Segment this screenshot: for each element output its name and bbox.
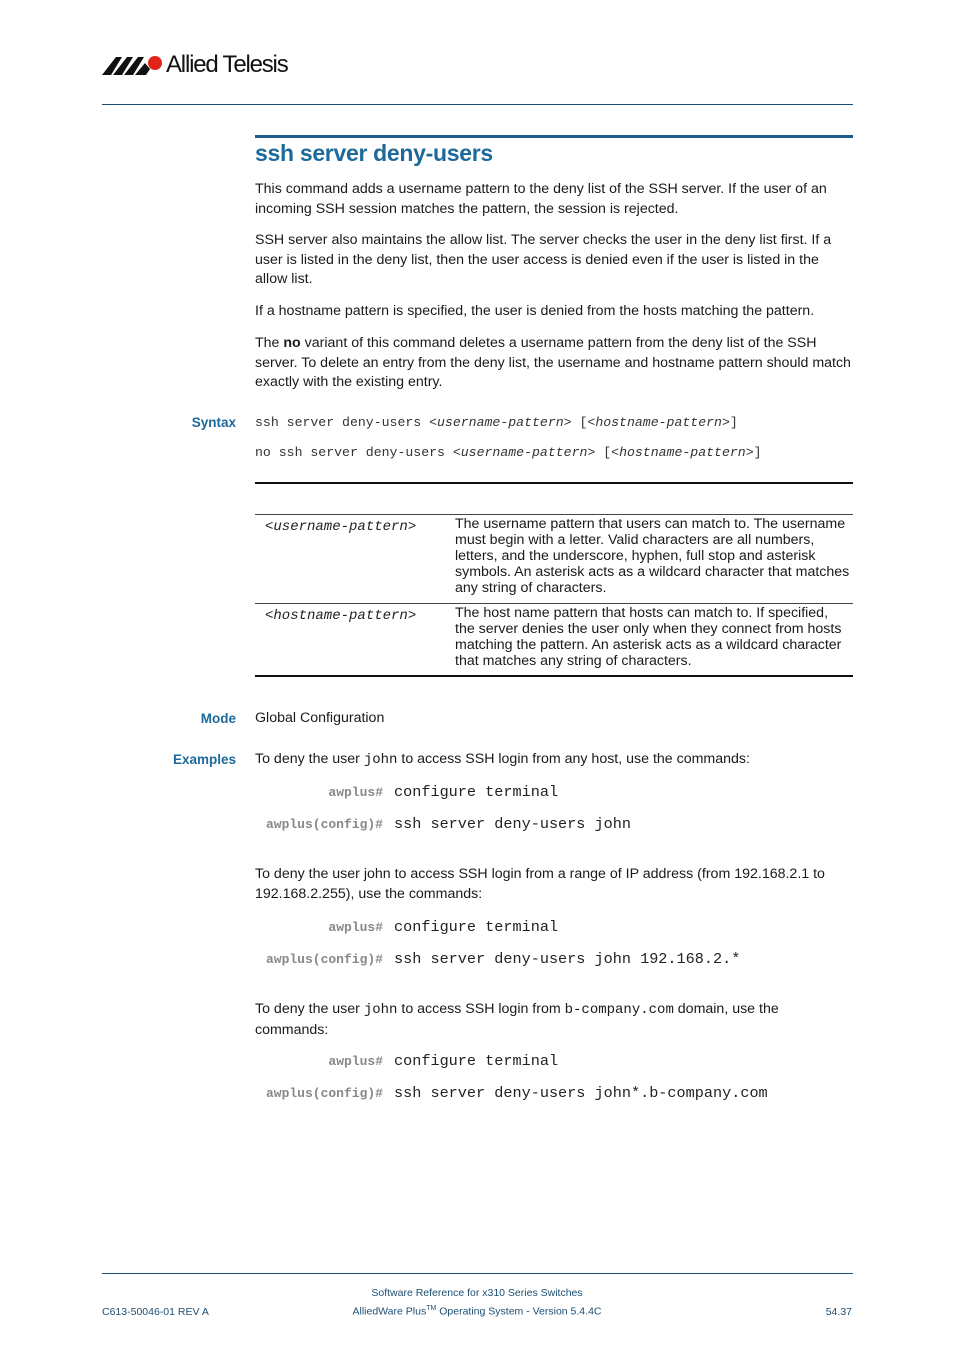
footer-product: AlliedWare Plus <box>352 1305 427 1318</box>
syntax-command: ssh server deny-users <box>255 415 430 430</box>
cli-prompt: awplus(config)# <box>265 817 383 832</box>
logo-text: Allied Telesis <box>166 51 288 78</box>
trademark: TM <box>426 1305 437 1312</box>
no-variant-text: variant of this command deletes a username pattern from the deny list of the SSH server. To delete an entry from the deny list, the username and hostname pattern should match exactly with the existing entry. <box>255 335 851 390</box>
syntax-command: no ssh server deny-users <box>255 445 453 460</box>
page-number: 54.37 <box>825 1306 852 1318</box>
example-text: domain, use the commands: <box>255 1001 779 1038</box>
cli-command: ssh server deny-users john*.b-company.com <box>394 1084 768 1102</box>
mode-value: Global Configuration <box>255 710 385 726</box>
example-2-line-1 <box>255 918 558 936</box>
example-1-line-2 <box>255 815 631 833</box>
footer-version: Operating System - Version 5.4.4C <box>436 1305 602 1318</box>
cli-command: ssh server deny-users john 192.168.2.* <box>394 950 741 968</box>
header-rule <box>102 104 853 105</box>
intro-paragraph-3: If a hostname pattern is specified, the user is denied from the hosts matching the pattern. <box>255 303 815 319</box>
param-desc-hostname: The host name pattern that hosts can match to. If specified, the server denies the user only when they connect from hosts matching the pattern. An asterisk acts as a wildcard character that matches any string of characters. <box>455 605 842 669</box>
cli-prompt: awplus# <box>328 785 383 800</box>
cli-command: configure terminal <box>394 783 559 801</box>
table-row-rule <box>255 603 853 604</box>
syntax-arg-hostname: hostname-pattern <box>619 445 746 460</box>
table-bottom-rule <box>255 675 853 677</box>
example-text: to access SSH login from <box>397 1001 565 1017</box>
param-name-username: <username-pattern> <box>265 519 417 535</box>
cli-prompt: awplus# <box>328 920 383 935</box>
example-1-line-1 <box>255 783 558 801</box>
footer-subtitle <box>0 1305 954 1318</box>
table-top-rule <box>255 482 853 484</box>
footer-title: Software Reference for x310 Series Switches <box>371 1287 583 1299</box>
allied-telesis-logo-icon <box>102 53 164 77</box>
syntax-bracket-open: [< <box>571 415 596 430</box>
cli-prompt: awplus(config)# <box>265 1086 383 1101</box>
no-keyword: no <box>283 335 301 351</box>
syntax-bracket-open: [< <box>595 445 620 460</box>
company-logo <box>102 50 288 80</box>
syntax-arg-hostname: hostname-pattern <box>595 415 722 430</box>
example-2-line-2 <box>255 950 740 968</box>
example-text: to access SSH login from any host, use the commands: <box>397 751 750 767</box>
cli-prompt: awplus(config)# <box>265 952 383 967</box>
cli-command: configure terminal <box>394 918 559 936</box>
example-3-line-1 <box>255 1052 558 1070</box>
param-desc-username: The username pattern that users can match to. The username must begin with a letter. Valid characters are all numbers, letters, and the underscore, hyphen, full stop and asterisk symbols. An asterisk acts as a wildcard character that matches any string of characters. <box>455 516 850 596</box>
syntax-label: Syntax <box>191 415 236 430</box>
example-2-intro: To deny the user john to access SSH login from a range of IP address (from 192.168.2.1 to 192.168.2.255), use the commands: <box>255 866 825 902</box>
no-variant-paragraph <box>255 334 853 393</box>
intro-paragraph-1: This command adds a username pattern to the deny list of the SSH server. If the user of an incoming SSH session matches the pattern, the session is rejected. <box>255 181 827 217</box>
footer-doc-id: C613-50046-01 REV A <box>102 1306 209 1318</box>
cli-command: configure terminal <box>394 1052 559 1070</box>
table-header-rule <box>255 514 853 515</box>
syntax-arg-username: <username-pattern> <box>452 445 596 460</box>
example-inline-code: john <box>363 752 398 768</box>
intro-paragraph-2: SSH server also maintains the allow list. The server checks the user in the deny list first. If a user is listed in the deny list, then the user access is denied even if the user is listed in the allow list. <box>255 232 832 287</box>
example-text: To deny the user <box>255 751 364 767</box>
syntax-line-2 <box>255 445 762 460</box>
param-name-hostname: <hostname-pattern> <box>265 608 417 624</box>
no-variant-prefix: The <box>255 335 284 351</box>
example-text: To deny the user <box>255 1001 364 1017</box>
examples-label: Examples <box>172 752 236 767</box>
page-title: ssh server deny-users <box>255 140 493 166</box>
example-3-line-2 <box>255 1084 768 1102</box>
cli-prompt: awplus# <box>328 1054 383 1069</box>
syntax-bracket-close: >] <box>721 415 738 430</box>
example-inline-code: john <box>363 1002 398 1018</box>
cli-command: ssh server deny-users john <box>394 815 631 833</box>
title-rule <box>255 135 853 138</box>
syntax-line-1 <box>255 415 738 430</box>
syntax-bracket-close: >] <box>745 445 762 460</box>
example-3-intro <box>255 1000 853 1040</box>
example-1-intro <box>255 750 853 771</box>
mode-label: Mode <box>200 711 236 726</box>
syntax-arg-username: <username-pattern> <box>429 415 572 430</box>
footer-rule <box>102 1273 853 1274</box>
example-inline-code: b-company.com <box>564 1002 674 1018</box>
